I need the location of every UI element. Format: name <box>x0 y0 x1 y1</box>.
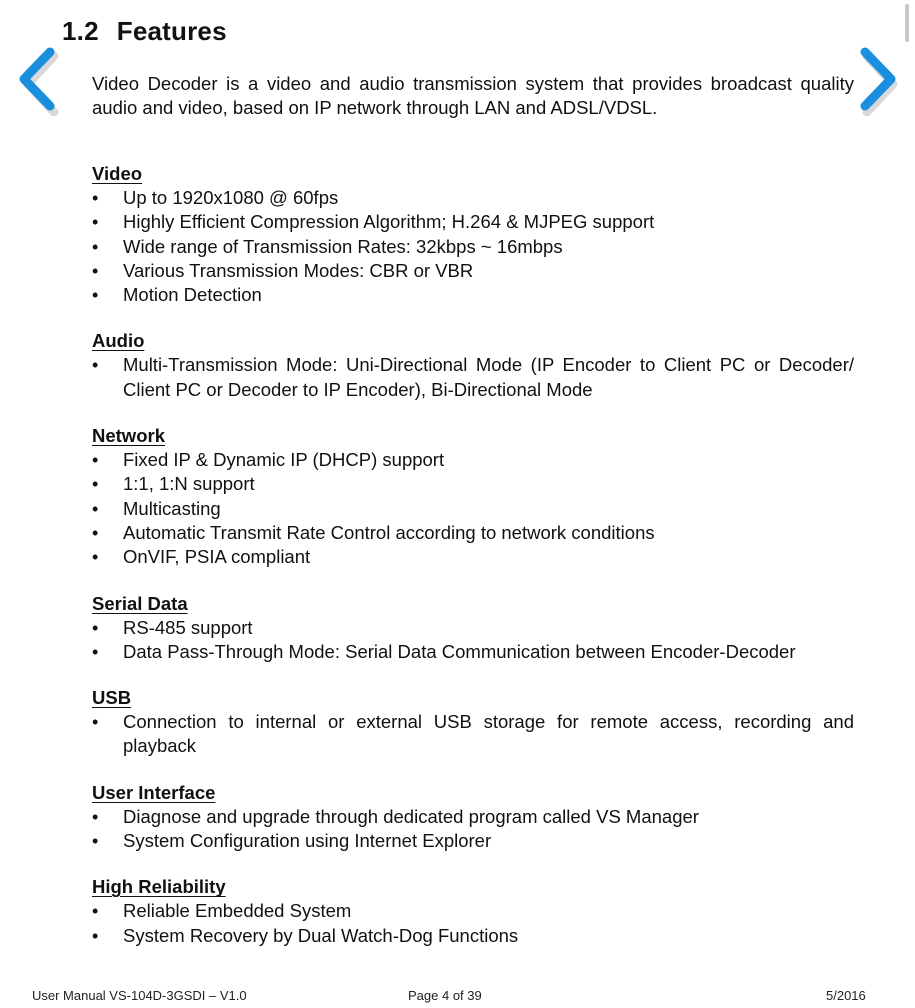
list-item: • Fixed IP & Dynamic IP (DHCP) support <box>92 448 854 472</box>
bullet: • <box>92 641 99 662</box>
section-heading <box>62 16 227 47</box>
section-title-usb: USB <box>92 687 132 709</box>
section-high-reliability <box>92 875 854 948</box>
section-title-high-reliability: High Reliability <box>92 876 226 898</box>
footer-page-number: Page 4 of 39 <box>408 988 482 1003</box>
section-serial-data <box>92 592 854 665</box>
bullet: • <box>92 901 99 922</box>
feature-list-serial-data <box>92 616 854 665</box>
section-title-audio: Audio <box>92 330 145 352</box>
bullet: • <box>92 617 99 638</box>
feature-list-audio <box>92 353 854 402</box>
bullet: • <box>92 188 99 208</box>
section-audio <box>92 329 854 402</box>
list-item: • Various Transmission Modes: CBR or VBR <box>92 259 854 283</box>
list-item: • Multi-Transmission Mode: Uni-Directional Mode (IP Encoder to Client PC or Decoder/ Client PC or Decoder to IP Encoder), Bi-Directional Mode <box>92 354 854 400</box>
chevron-right-icon <box>851 46 903 116</box>
list-item: • Up to 1920x1080 @ 60fps <box>92 186 854 210</box>
list-item: • 1:1, 1:N support <box>92 472 854 496</box>
feature-list-user-interface <box>92 805 854 854</box>
section-title-network: Network <box>92 425 165 447</box>
section-number: 1.2 <box>62 16 99 46</box>
list-item: • System Configuration using Internet Explorer <box>92 829 854 853</box>
features-content <box>92 162 854 948</box>
footer-document-title: User Manual VS-104D-3GSDI – V1.0 <box>32 988 247 1003</box>
feature-list-video <box>92 186 854 307</box>
section-usb <box>92 686 854 759</box>
bullet: • <box>92 522 99 543</box>
list-item: • Connection to internal or external USB storage for remote access, recording and playback <box>92 711 854 757</box>
intro-paragraph: Video Decoder is a video and audio transmission system that provides broadcast quality audio and video, based on IP network through LAN and ADSL/VDSL. <box>92 73 854 118</box>
section-title-video: Video <box>92 163 143 184</box>
bullet: • <box>92 355 99 376</box>
bullet: • <box>92 285 99 306</box>
bullet: • <box>92 474 99 495</box>
bullet: • <box>92 712 99 733</box>
section-title-serial-data: Serial Data <box>92 592 188 614</box>
chevron-left-icon <box>14 46 66 116</box>
bullet: • <box>92 236 99 257</box>
bullet: • <box>92 260 99 281</box>
bullet: • <box>92 450 99 471</box>
list-item: • Wide range of Transmission Rates: 32kbps ~ 16mbps <box>92 235 854 259</box>
scrollbar-thumb[interactable] <box>905 4 909 42</box>
list-item: • Automatic Transmit Rate Control according to network conditions <box>92 521 854 545</box>
list-item: • Reliable Embedded System <box>92 899 854 923</box>
list-item: • Diagnose and upgrade through dedicated program called VS Manager <box>92 805 854 829</box>
section-video <box>92 162 854 307</box>
bullet: • <box>92 498 99 519</box>
list-item: • Multicasting <box>92 497 854 521</box>
bullet: • <box>92 831 99 852</box>
feature-list-network <box>92 448 854 569</box>
section-network <box>92 424 854 569</box>
previous-page-button[interactable] <box>14 46 66 116</box>
list-item: • Data Pass-Through Mode: Serial Data Communication between Encoder-Decoder <box>92 640 854 664</box>
feature-list-high-reliability <box>92 899 854 948</box>
bullet: • <box>92 547 99 568</box>
list-item: • OnVIF, PSIA compliant <box>92 545 854 569</box>
bullet: • <box>92 925 99 946</box>
footer-date: 5/2016 <box>826 988 866 1003</box>
list-item: • RS-485 support <box>92 616 854 640</box>
bullet: • <box>92 212 99 233</box>
section-title-user-interface: User Interface <box>92 781 216 803</box>
list-item: • Motion Detection <box>92 283 854 307</box>
section-title: Features <box>116 16 227 46</box>
list-item: • Highly Efficient Compression Algorithm; H.264 & MJPEG support <box>92 210 854 234</box>
bullet: • <box>92 806 99 827</box>
section-user-interface <box>92 781 854 854</box>
page-footer <box>0 988 915 1008</box>
next-page-button[interactable] <box>851 46 903 116</box>
list-item: • System Recovery by Dual Watch-Dog Functions <box>92 924 854 948</box>
feature-list-usb <box>92 710 854 759</box>
